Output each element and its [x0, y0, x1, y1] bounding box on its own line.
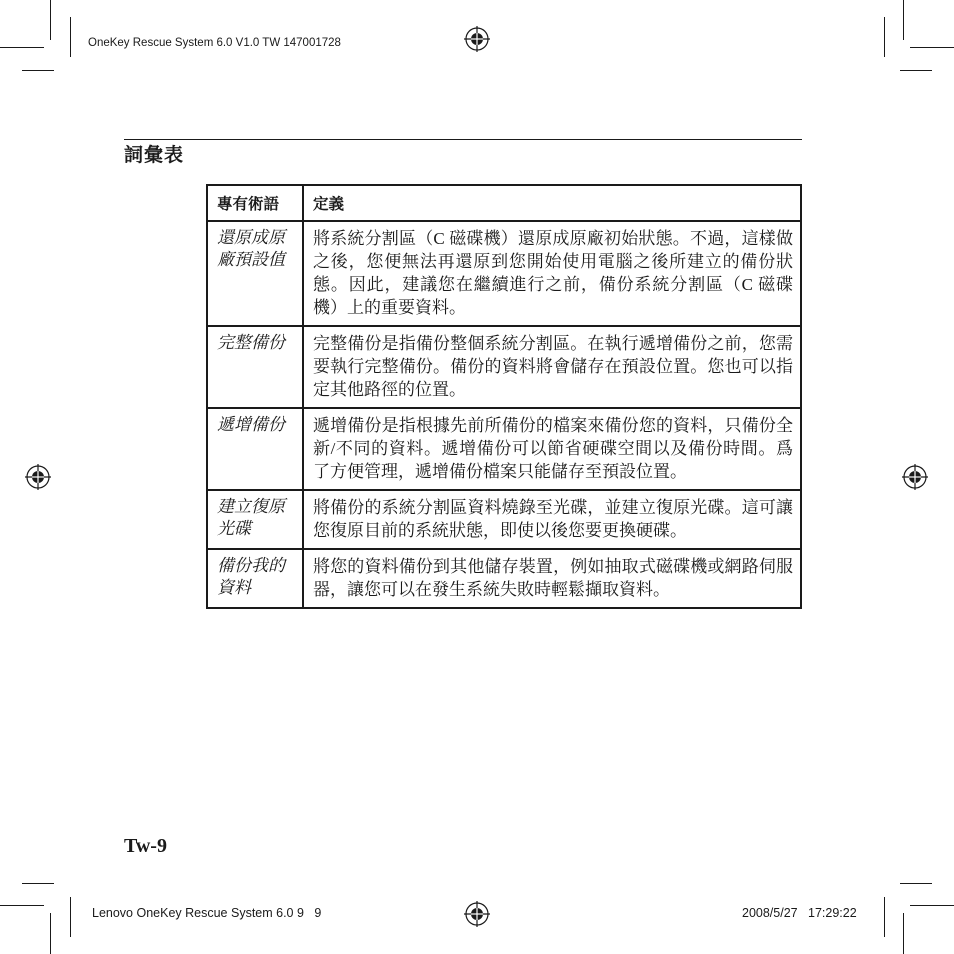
registration-mark-icon: [464, 26, 490, 52]
crop-mark: [0, 905, 44, 906]
page-number: Tw-9: [124, 835, 167, 857]
glossary-definition: 遞增備份是指根據先前所備份的檔案來備份您的資料，只備份全新/不同的資料。遞增備份可以節省硬碟空間以及備份時間。爲了方便管理，遞增備份檔案只能儲存至預設位置。: [303, 408, 801, 490]
crop-mark: [22, 883, 54, 884]
section-title: 詞彙表: [124, 145, 185, 166]
crop-mark: [70, 17, 71, 57]
section-rule: [124, 139, 802, 140]
crop-mark: [50, 0, 51, 40]
crop-mark: [910, 905, 954, 906]
glossary-term: 備份我的資料: [207, 549, 303, 608]
table-row: [207, 221, 801, 326]
glossary-definition: 將您的資料備份到其他儲存裝置，例如抽取式磁碟機或網路伺服器，讓您可以在發生系統失敗時輕鬆擷取資料。: [303, 549, 801, 608]
footer-slug-left: Lenovo OneKey Rescue System 6.0 9 9: [92, 906, 322, 920]
crop-mark: [0, 47, 44, 48]
crop-mark: [903, 913, 904, 954]
glossary-definition: 將系統分割區（C 磁碟機）還原成原廠初始狀態。不過，這樣做之後，您便無法再還原到您開始使用電腦之後所建立的備份狀態。因此，建議您在繼續進行之前，備份系統分割區（C 磁碟機）上的重要資料。: [303, 221, 801, 326]
glossary-term: 還原成原廠預設值: [207, 221, 303, 326]
crop-mark: [884, 17, 885, 57]
crop-mark: [903, 0, 904, 40]
glossary-table: [206, 184, 802, 609]
glossary-term: 建立復原光碟: [207, 490, 303, 549]
table-row: [207, 326, 801, 408]
glossary-definition: 完整備份是指備份整個系統分割區。在執行遞增備份之前，您需要執行完整備份。備份的資料將會儲存在預設位置。您也可以指定其他路徑的位置。: [303, 326, 801, 408]
registration-mark-icon: [25, 464, 51, 490]
column-header-term: 專有術語: [207, 185, 303, 221]
table-row: [207, 549, 801, 608]
crop-mark: [22, 70, 54, 71]
crop-mark: [900, 883, 932, 884]
header-slug: OneKey Rescue System 6.0 V1.0 TW 147001728: [88, 37, 341, 49]
table-row: [207, 490, 801, 549]
crop-mark: [50, 913, 51, 954]
crop-mark: [900, 70, 932, 71]
table-row: [207, 408, 801, 490]
footer-slug-right: 2008/5/27 17:29:22: [742, 906, 857, 920]
column-header-definition: 定義: [303, 185, 801, 221]
registration-mark-icon: [902, 464, 928, 490]
crop-mark: [910, 47, 954, 48]
glossary-definition: 將備份的系統分割區資料燒錄至光碟，並建立復原光碟。這可讓您復原目前的系統狀態，即使以後您要更換硬碟。: [303, 490, 801, 549]
registration-mark-icon: [464, 901, 490, 927]
crop-mark: [884, 897, 885, 937]
crop-mark: [70, 897, 71, 937]
table-header-row: [207, 185, 801, 221]
glossary-term: 遞增備份: [207, 408, 303, 490]
glossary-term: 完整備份: [207, 326, 303, 408]
